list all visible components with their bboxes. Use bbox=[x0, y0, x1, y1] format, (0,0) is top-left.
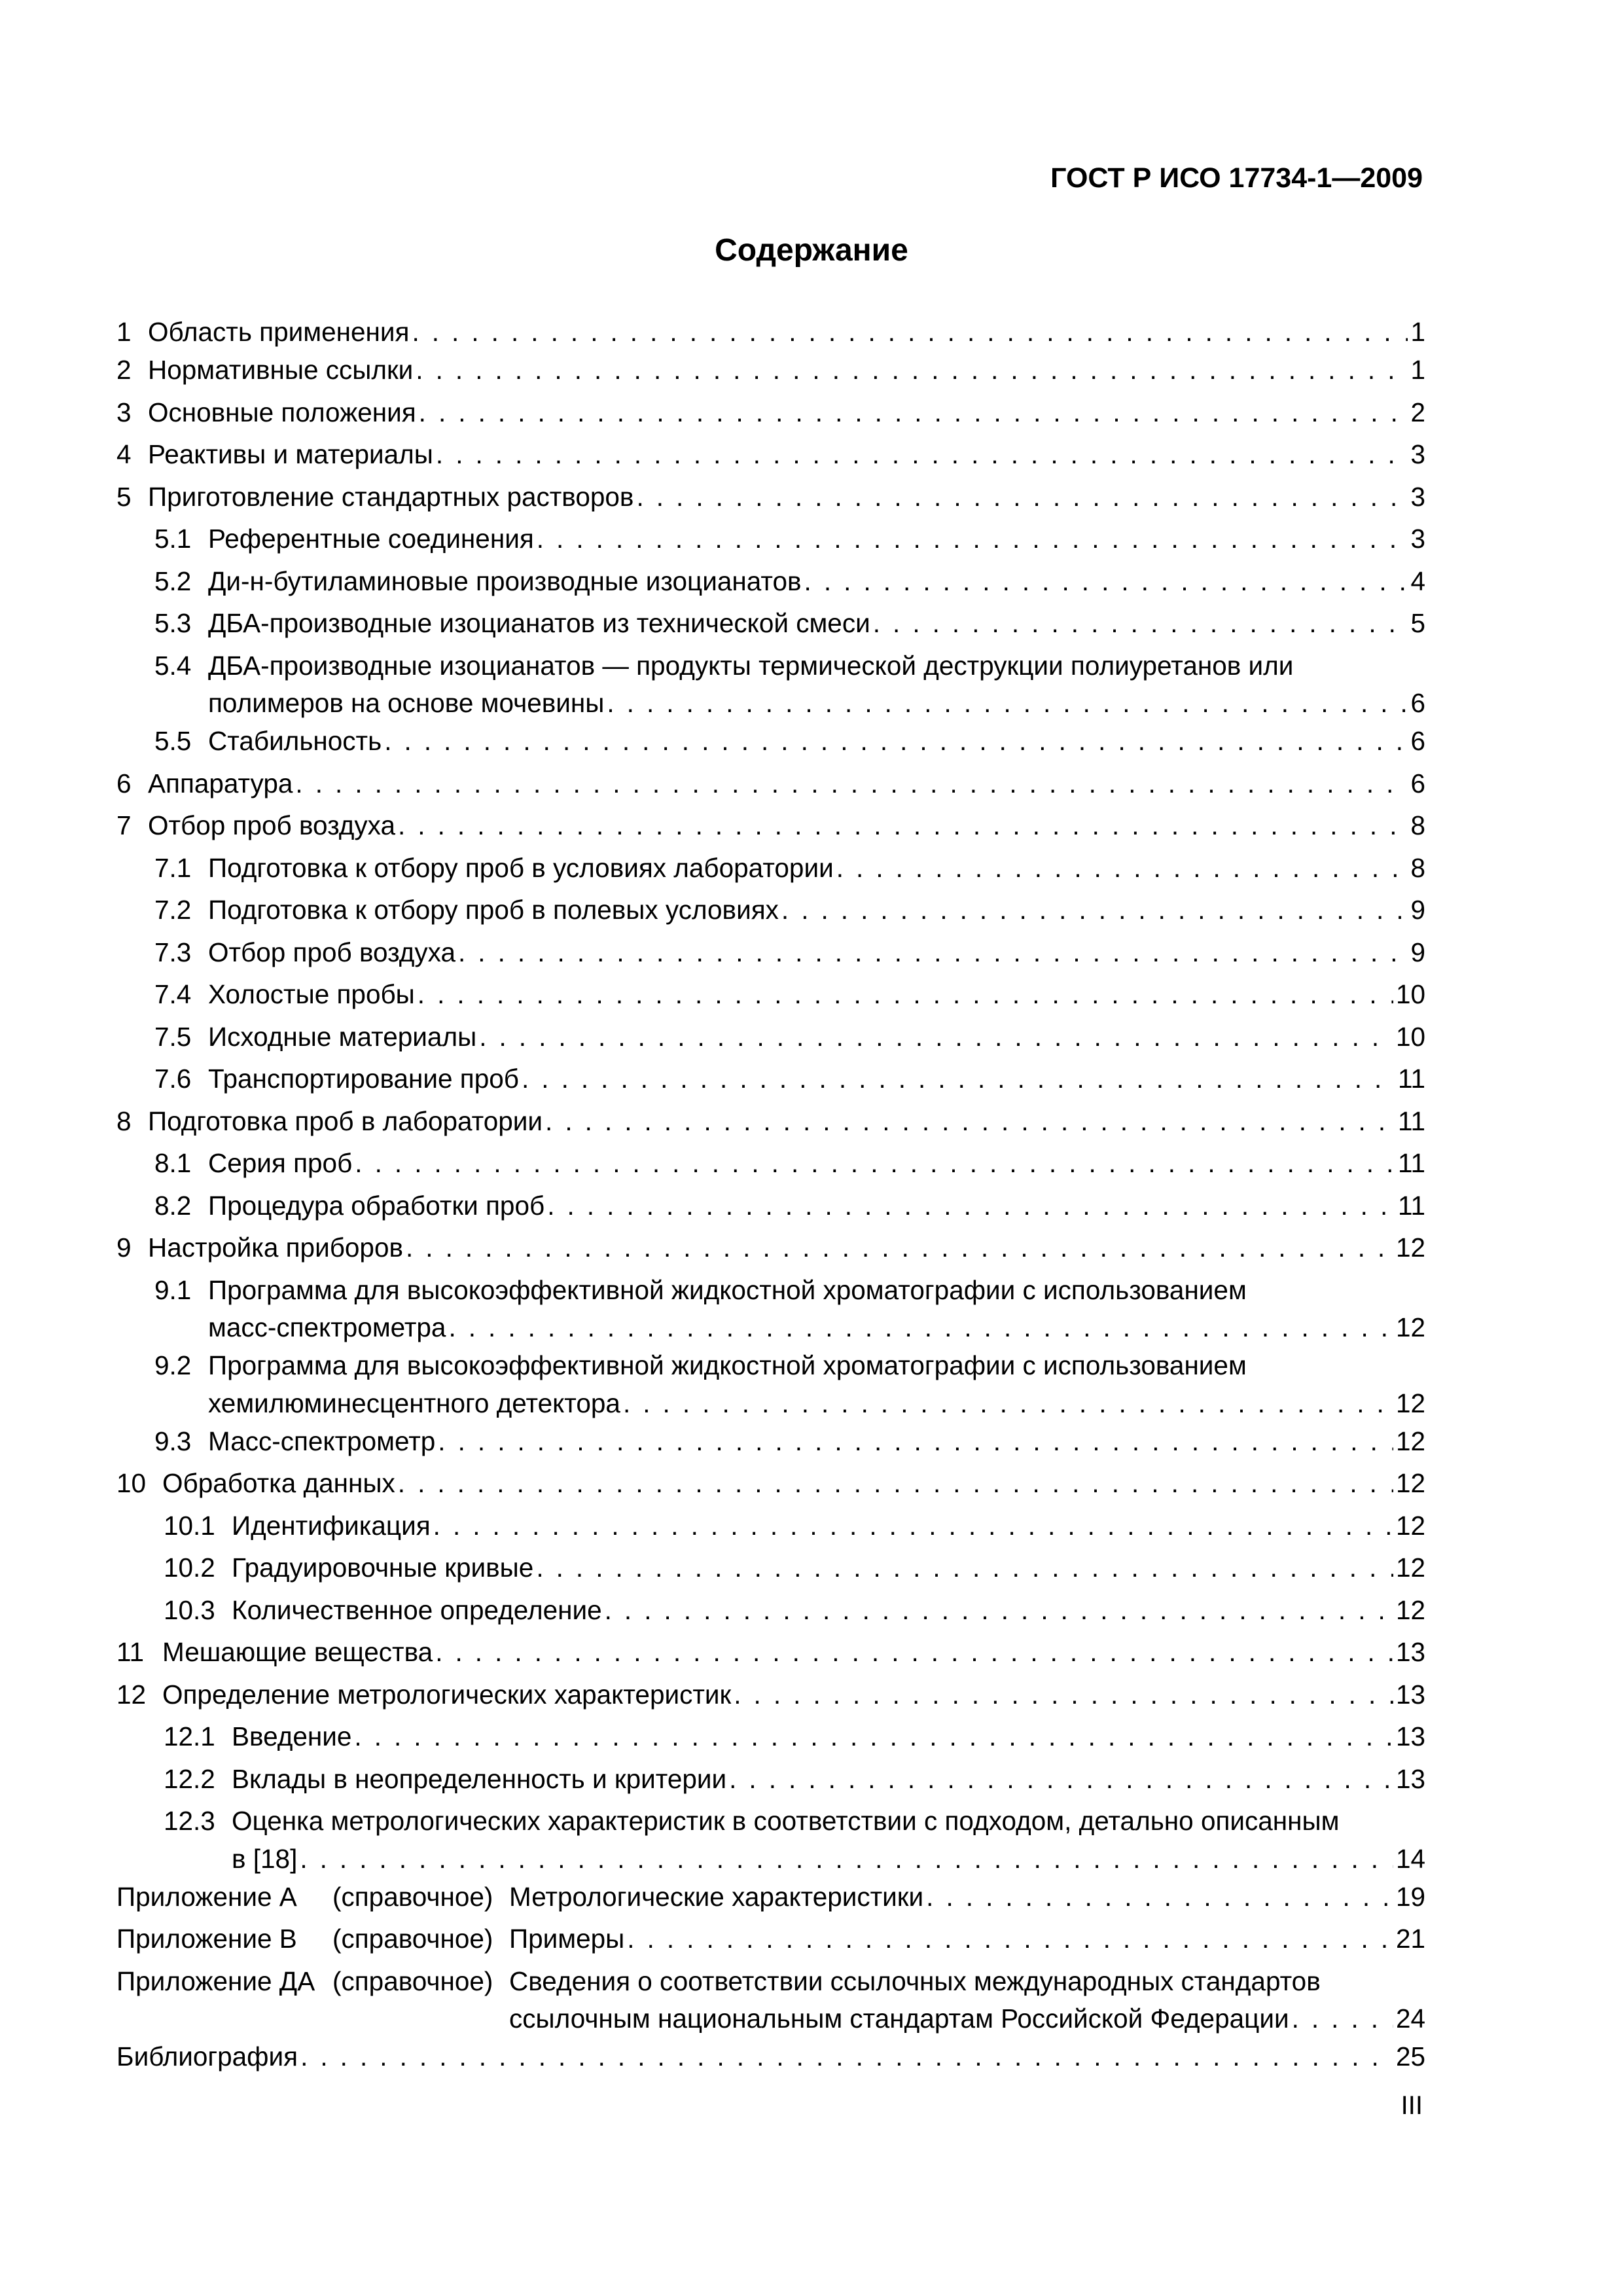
toc-entry[interactable] bbox=[116, 1142, 1425, 1185]
toc-number: 10.1 bbox=[164, 1510, 215, 1541]
leader-dots bbox=[547, 1185, 1395, 1227]
toc-line bbox=[116, 518, 1425, 560]
toc-line bbox=[116, 847, 1425, 889]
leader-dots bbox=[354, 1715, 1393, 1758]
toc-number: 8.1 bbox=[154, 1148, 192, 1178]
toc-entry[interactable] bbox=[116, 762, 1425, 805]
toc-line bbox=[116, 1547, 1425, 1589]
leader-dots bbox=[623, 1387, 1393, 1420]
toc-line bbox=[116, 1185, 1425, 1227]
toc-page: 9 bbox=[1410, 895, 1425, 925]
leader-dots bbox=[781, 889, 1408, 931]
toc-entry[interactable] bbox=[116, 1631, 1425, 1674]
toc-page: 1 bbox=[1410, 317, 1425, 347]
leader-dots bbox=[398, 1462, 1393, 1505]
leader-dots bbox=[419, 391, 1408, 434]
toc-line bbox=[116, 560, 1425, 603]
toc-entry[interactable] bbox=[116, 1185, 1425, 1227]
toc-page: 8 bbox=[1410, 810, 1425, 840]
toc-number: 5.1 bbox=[154, 524, 192, 554]
bibliography-page: 25 bbox=[1395, 2041, 1425, 2072]
toc-line bbox=[116, 1800, 1425, 1842]
bibliography-title: Библиография bbox=[116, 2041, 298, 2072]
toc-line bbox=[116, 1058, 1425, 1100]
toc-entry[interactable] bbox=[116, 1420, 1425, 1463]
toc-line bbox=[116, 1631, 1425, 1674]
toc-line bbox=[116, 1100, 1425, 1143]
toc-line bbox=[116, 315, 1425, 349]
appendix-page: 21 bbox=[1395, 1924, 1425, 1954]
toc-line bbox=[116, 1142, 1425, 1185]
toc-page: 13 bbox=[1395, 1721, 1425, 1751]
appendix-entry[interactable] bbox=[116, 1918, 1425, 1960]
leader-dots bbox=[873, 602, 1408, 645]
toc-title: Исходные материалы bbox=[208, 1021, 477, 1052]
toc-line bbox=[116, 476, 1425, 518]
toc-entry[interactable] bbox=[116, 518, 1425, 560]
toc-line bbox=[116, 645, 1425, 687]
toc-title: Вклады в неопределенность и критерии bbox=[232, 1763, 727, 1794]
appendix-title: Метрологические характеристики bbox=[509, 1881, 924, 1912]
toc-entry[interactable] bbox=[116, 1462, 1425, 1505]
toc-line bbox=[116, 1674, 1425, 1716]
toc-title: Масс-спектрометр bbox=[208, 1426, 436, 1456]
toc-number: 2 bbox=[116, 355, 132, 385]
toc-title: Приготовление стандартных растворов bbox=[148, 481, 634, 512]
toc-number: 7.2 bbox=[154, 895, 192, 925]
toc-page: 12 bbox=[1395, 1552, 1425, 1583]
toc-page: 14 bbox=[1395, 1843, 1425, 1874]
appendix-label: Приложение ДА bbox=[116, 1965, 315, 1996]
toc-title: ДБА-производные изоцианатов из технической смеси bbox=[208, 608, 870, 638]
toc-line bbox=[116, 1269, 1425, 1312]
toc-entry[interactable] bbox=[116, 1674, 1425, 1716]
toc-number: 5.5 bbox=[154, 726, 192, 756]
leader-dots bbox=[627, 1918, 1393, 1960]
appendix-line bbox=[116, 1960, 1425, 2003]
toc-entry[interactable] bbox=[116, 1100, 1425, 1143]
toc-entry[interactable] bbox=[116, 1227, 1425, 1269]
toc-title: Подготовка к отбору проб в условиях лаборатории bbox=[208, 852, 834, 883]
leader-dots bbox=[804, 560, 1408, 603]
toc-entry[interactable] bbox=[116, 645, 1425, 721]
toc-number: 5.2 bbox=[154, 565, 192, 596]
toc-entry[interactable] bbox=[116, 602, 1425, 645]
toc-title: Область применения bbox=[148, 317, 410, 347]
toc-entry[interactable] bbox=[116, 1058, 1425, 1100]
appendix-label: Приложение В bbox=[116, 1924, 297, 1954]
page-number: III bbox=[1400, 2091, 1423, 2120]
toc-page: 12 bbox=[1395, 1232, 1425, 1263]
toc-number: 7.5 bbox=[154, 1021, 192, 1052]
appendix-line-continued bbox=[116, 2002, 1425, 2036]
toc-title-continued: хемилюминесцентного детектора bbox=[208, 1388, 620, 1418]
appendix-line bbox=[116, 1876, 1425, 1918]
toc-number: 5.3 bbox=[154, 608, 192, 638]
appendix-page: 24 bbox=[1395, 2003, 1425, 2034]
leader-dots bbox=[435, 1631, 1393, 1674]
table-of-contents bbox=[116, 315, 1425, 2078]
appendix-entry[interactable] bbox=[116, 1876, 1425, 1918]
appendix-type: (справочное) bbox=[332, 1965, 493, 1996]
leader-dots bbox=[1292, 2002, 1393, 2036]
toc-line bbox=[116, 349, 1425, 391]
toc-entry[interactable] bbox=[116, 1505, 1425, 1547]
toc-page: 3 bbox=[1410, 524, 1425, 554]
toc-line bbox=[116, 804, 1425, 847]
toc-number: 1 bbox=[116, 317, 132, 347]
leader-dots bbox=[536, 1547, 1393, 1589]
bibliography-line bbox=[116, 2036, 1425, 2078]
toc-entry[interactable] bbox=[116, 973, 1425, 1016]
toc-title: Референтные соединения bbox=[208, 524, 534, 554]
toc-title: Основные положения bbox=[148, 397, 416, 427]
appendix-entry[interactable] bbox=[116, 1960, 1425, 2036]
page-title: Содержание bbox=[715, 233, 908, 268]
toc-entry[interactable] bbox=[116, 931, 1425, 974]
toc-page: 12 bbox=[1395, 1468, 1425, 1498]
leader-dots bbox=[398, 804, 1408, 847]
leader-dots bbox=[438, 1420, 1393, 1463]
toc-page: 8 bbox=[1410, 852, 1425, 883]
toc-page: 10 bbox=[1395, 979, 1425, 1009]
toc-title: Программа для высокоэффективной жидкостной хроматографии с использованием bbox=[208, 1274, 1247, 1305]
toc-line bbox=[116, 1715, 1425, 1758]
leader-dots bbox=[300, 1842, 1393, 1876]
toc-number: 4 bbox=[116, 439, 132, 469]
toc-title: Количественное определение bbox=[232, 1594, 602, 1625]
toc-entry[interactable] bbox=[116, 1715, 1425, 1758]
appendix-title: Примеры bbox=[509, 1924, 625, 1954]
toc-page: 6 bbox=[1410, 768, 1425, 798]
toc-line bbox=[116, 1344, 1425, 1387]
toc-line bbox=[116, 1420, 1425, 1463]
toc-number: 12.3 bbox=[164, 1806, 215, 1836]
leader-dots bbox=[406, 1227, 1393, 1269]
toc-page: 10 bbox=[1395, 1021, 1425, 1052]
toc-title: Программа для высокоэффективной жидкостной хроматографии с использованием bbox=[208, 1350, 1247, 1380]
toc-title: Введение bbox=[232, 1721, 352, 1751]
document-id: ГОСТ Р ИСО 17734-1—2009 bbox=[1050, 162, 1423, 194]
toc-title: Оценка метрологических характеристик в соответствии с подходом, детально описанным bbox=[232, 1806, 1340, 1836]
toc-number: 11 bbox=[116, 1637, 145, 1667]
toc-entry[interactable] bbox=[116, 1800, 1425, 1876]
toc-entry[interactable] bbox=[116, 1016, 1425, 1058]
leader-dots bbox=[458, 931, 1408, 974]
toc-title: Настройка приборов bbox=[148, 1232, 403, 1263]
leader-dots bbox=[836, 847, 1408, 889]
toc-line bbox=[116, 1589, 1425, 1632]
toc-entry[interactable] bbox=[116, 315, 1425, 349]
toc-number: 5.4 bbox=[154, 650, 192, 681]
toc-page: 4 bbox=[1410, 565, 1425, 596]
toc-entry[interactable] bbox=[116, 476, 1425, 518]
toc-number: 7 bbox=[116, 810, 132, 840]
toc-number: 7.1 bbox=[154, 852, 192, 883]
toc-title: Реактивы и материалы bbox=[148, 439, 433, 469]
toc-line-continued bbox=[116, 1387, 1425, 1420]
toc-page: 12 bbox=[1395, 1388, 1425, 1418]
toc-page: 11 bbox=[1397, 1064, 1425, 1094]
toc-line bbox=[116, 1505, 1425, 1547]
bibliography-entry[interactable] bbox=[116, 2036, 1425, 2078]
leader-dots bbox=[384, 720, 1408, 762]
toc-number: 8.2 bbox=[154, 1190, 192, 1221]
toc-entry[interactable] bbox=[116, 349, 1425, 391]
leader-dots bbox=[418, 973, 1393, 1016]
toc-page: 12 bbox=[1395, 1312, 1425, 1342]
toc-line bbox=[116, 1758, 1425, 1801]
leader-dots bbox=[416, 349, 1408, 391]
toc-number: 5 bbox=[116, 481, 132, 512]
appendix-type: (справочное) bbox=[332, 1881, 493, 1912]
toc-page: 6 bbox=[1410, 726, 1425, 756]
toc-title: Серия проб bbox=[208, 1148, 353, 1178]
appendix-label: Приложение А bbox=[116, 1881, 297, 1912]
toc-title-continued: в [18] bbox=[232, 1843, 298, 1874]
toc-number: 9.2 bbox=[154, 1350, 192, 1380]
toc-entry[interactable] bbox=[116, 560, 1425, 603]
toc-page: 11 bbox=[1397, 1148, 1425, 1178]
toc-entry[interactable] bbox=[116, 1547, 1425, 1589]
toc-entry[interactable] bbox=[116, 804, 1425, 847]
toc-page: 12 bbox=[1395, 1510, 1425, 1541]
toc-line bbox=[116, 391, 1425, 434]
leader-dots bbox=[295, 762, 1408, 805]
toc-title: Стабильность bbox=[208, 726, 382, 756]
toc-page: 5 bbox=[1410, 608, 1425, 638]
toc-page: 11 bbox=[1397, 1190, 1425, 1221]
toc-line bbox=[116, 889, 1425, 931]
toc-title: Холостые пробы bbox=[208, 979, 415, 1009]
toc-number: 7.3 bbox=[154, 937, 192, 967]
toc-page: 12 bbox=[1395, 1594, 1425, 1625]
toc-title: Подготовка проб в лаборатории bbox=[148, 1105, 543, 1136]
toc-page: 13 bbox=[1395, 1763, 1425, 1794]
toc-line-continued bbox=[116, 1311, 1425, 1344]
leader-dots bbox=[537, 518, 1408, 560]
toc-title: Идентификация bbox=[232, 1510, 431, 1541]
appendix-title-continued: ссылочным национальным стандартам Российской Федерации bbox=[509, 2003, 1289, 2034]
toc-number: 9.3 bbox=[154, 1426, 192, 1456]
leader-dots bbox=[734, 1674, 1393, 1716]
toc-number: 7.6 bbox=[154, 1064, 192, 1094]
leader-dots bbox=[607, 687, 1408, 720]
toc-entry[interactable] bbox=[116, 1758, 1425, 1801]
toc-entry[interactable] bbox=[116, 1589, 1425, 1632]
toc-line bbox=[116, 931, 1425, 974]
leader-dots bbox=[522, 1058, 1395, 1100]
toc-number: 12 bbox=[116, 1679, 147, 1710]
toc-entry[interactable] bbox=[116, 433, 1425, 476]
toc-number: 10 bbox=[116, 1468, 147, 1498]
toc-line bbox=[116, 762, 1425, 805]
toc-number: 10.3 bbox=[164, 1594, 215, 1625]
toc-title: Аппаратура bbox=[148, 768, 293, 798]
toc-title: Градуировочные кривые bbox=[232, 1552, 534, 1583]
toc-page: 13 bbox=[1395, 1637, 1425, 1667]
leader-dots bbox=[300, 2036, 1393, 2078]
toc-number: 10.2 bbox=[164, 1552, 215, 1583]
leader-dots bbox=[636, 476, 1408, 518]
appendix-type: (справочное) bbox=[332, 1924, 493, 1954]
appendix-line bbox=[116, 1918, 1425, 1960]
toc-number: 6 bbox=[116, 768, 132, 798]
toc-title: Процедура обработки проб bbox=[208, 1190, 545, 1221]
toc-line bbox=[116, 1227, 1425, 1269]
toc-number: 9 bbox=[116, 1232, 132, 1263]
leader-dots bbox=[605, 1589, 1393, 1632]
toc-number: 12.2 bbox=[164, 1763, 215, 1794]
leader-dots bbox=[479, 1016, 1393, 1058]
toc-title: Подготовка к отбору проб в полевых условиях bbox=[208, 895, 779, 925]
leader-dots bbox=[436, 433, 1408, 476]
toc-line bbox=[116, 973, 1425, 1016]
toc-title: Транспортирование проб bbox=[208, 1064, 519, 1094]
toc-line bbox=[116, 602, 1425, 645]
toc-number: 12.1 bbox=[164, 1721, 215, 1751]
leader-dots bbox=[729, 1758, 1393, 1801]
toc-title: Определение метрологических характеристик bbox=[162, 1679, 732, 1710]
toc-entry[interactable] bbox=[116, 1269, 1425, 1345]
toc-number: 3 bbox=[116, 397, 132, 427]
toc-page: 13 bbox=[1395, 1679, 1425, 1710]
toc-page: 1 bbox=[1410, 355, 1425, 385]
toc-title: Нормативные ссылки bbox=[148, 355, 414, 385]
toc-page: 6 bbox=[1410, 688, 1425, 718]
toc-entry[interactable] bbox=[116, 889, 1425, 931]
toc-number: 7.4 bbox=[154, 979, 192, 1009]
toc-title: Отбор проб воздуха bbox=[148, 810, 395, 840]
toc-page: 3 bbox=[1410, 439, 1425, 469]
leader-dots bbox=[412, 315, 1408, 349]
appendix-page: 19 bbox=[1395, 1881, 1425, 1912]
toc-page: 11 bbox=[1397, 1105, 1425, 1136]
toc-title: Отбор проб воздуха bbox=[208, 937, 455, 967]
leader-dots bbox=[355, 1142, 1395, 1185]
appendix-title: Сведения о соответствии ссылочных международных стандартов bbox=[509, 1965, 1321, 1996]
toc-title: Обработка данных bbox=[162, 1468, 395, 1498]
toc-line bbox=[116, 1016, 1425, 1058]
toc-entry[interactable] bbox=[116, 847, 1425, 889]
toc-title-continued: полимеров на основе мочевины bbox=[208, 688, 605, 718]
toc-line bbox=[116, 1462, 1425, 1505]
toc-entry[interactable] bbox=[116, 391, 1425, 434]
toc-number: 9.1 bbox=[154, 1274, 192, 1305]
toc-number: 8 bbox=[116, 1105, 132, 1136]
leader-dots bbox=[545, 1100, 1395, 1143]
toc-page: 3 bbox=[1410, 481, 1425, 512]
toc-line bbox=[116, 720, 1425, 762]
toc-page: 9 bbox=[1410, 937, 1425, 967]
toc-title-continued: масс-спектрометра bbox=[208, 1312, 446, 1342]
leader-dots bbox=[926, 1876, 1393, 1918]
leader-dots bbox=[448, 1311, 1393, 1344]
toc-page: 2 bbox=[1410, 397, 1425, 427]
toc-title: Ди-н-бутиламиновые производные изоцианатов bbox=[208, 565, 802, 596]
leader-dots bbox=[433, 1505, 1393, 1547]
toc-line-continued bbox=[116, 1842, 1425, 1876]
toc-title: ДБА-производные изоцианатов — продукты термической деструкции полиуретанов или bbox=[208, 650, 1294, 681]
toc-entry[interactable] bbox=[116, 720, 1425, 762]
toc-line bbox=[116, 433, 1425, 476]
toc-page: 12 bbox=[1395, 1426, 1425, 1456]
toc-entry[interactable] bbox=[116, 1344, 1425, 1420]
toc-line-continued bbox=[116, 687, 1425, 720]
toc-title: Мешающие вещества bbox=[162, 1637, 433, 1667]
